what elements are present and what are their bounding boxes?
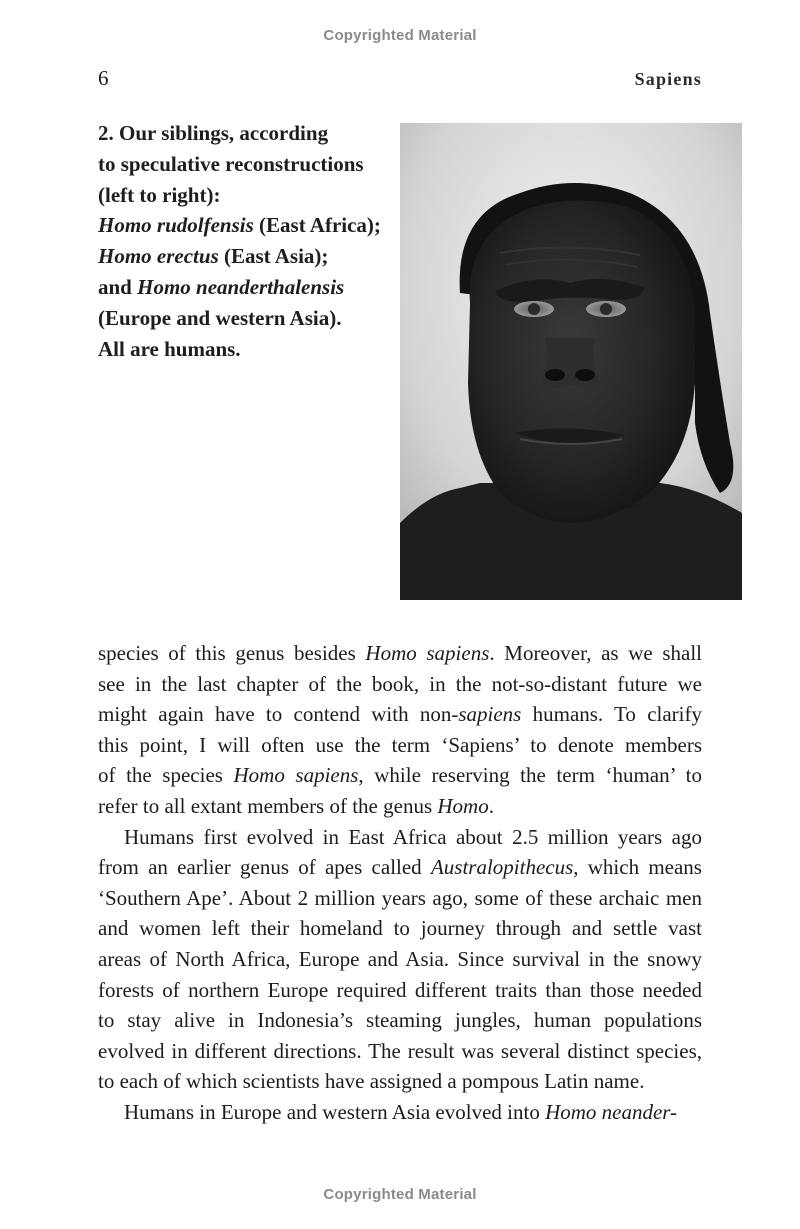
text-run: refer to all extant members of the genus: [98, 793, 438, 818]
text-line: and women left their homeland to journey through and settle vast: [98, 916, 702, 941]
species-name: Homo neanderthalensis: [137, 274, 345, 299]
text-line: this point, I will often use the term ‘Sapiens’ to denote members: [98, 732, 702, 757]
caption-text: and: [98, 274, 138, 299]
text-line: forests of northern Europe required different traits than those needed: [98, 977, 702, 1002]
text-line: [98, 1097, 702, 1128]
body-text: [98, 638, 702, 1128]
copyright-watermark-bottom: Copyrighted Material: [323, 1186, 477, 1203]
caption-line: to speculative reconstructions: [98, 151, 364, 176]
text-line: [98, 638, 702, 669]
page-number: 6: [98, 66, 109, 90]
text-line: Humans first evolved in East Africa about 2.5 million years ago: [124, 824, 702, 849]
text-run: , while reserving the term ‘human’ to: [358, 763, 702, 788]
caption-line: [98, 210, 393, 241]
text-run: might again have to contend with non-: [98, 702, 459, 727]
text-line: ‘Southern Ape’. About 2 million years ago, some of these archaic men: [98, 885, 702, 910]
caption-line: [98, 272, 393, 303]
text-line: evolved in different directions. The result was several distinct species,: [98, 1038, 702, 1063]
text-run: , which means: [573, 855, 702, 880]
text-run: Humans in Europe and western Asia evolved into: [124, 1099, 546, 1124]
hominin-portrait-illustration: [400, 123, 742, 600]
species-name: Homo erectus: [98, 244, 219, 269]
copyright-watermark-top: Copyrighted Material: [323, 27, 477, 44]
italic-term: Australopithecus: [430, 855, 574, 880]
running-head: Sapiens: [634, 69, 702, 89]
text-line: [98, 760, 702, 791]
reconstruction-photo: [400, 123, 742, 600]
caption-line: (left to right):: [98, 182, 221, 207]
italic-term: Homo sapiens: [233, 763, 359, 788]
text-run: humans. To clarify: [521, 702, 702, 727]
figure-caption: [98, 118, 393, 364]
text-run: .: [488, 793, 494, 818]
text-line: areas of North Africa, Europe and Asia. Since survival in the snowy: [98, 946, 702, 971]
caption-text: (East Asia);: [218, 244, 329, 269]
caption-line: All are humans.: [98, 336, 241, 361]
text-line: [98, 852, 702, 883]
italic-term: sapiens: [458, 702, 522, 727]
caption-line: [98, 241, 393, 272]
text-run: of the species: [98, 763, 234, 788]
text-run: species of this genus besides: [98, 641, 366, 665]
caption-text: (East Africa);: [253, 213, 381, 238]
text-line: to each of which scientists have assigned a pompous Latin name.: [98, 1069, 645, 1094]
text-line: [98, 791, 702, 822]
text-line: to stay alive in Indonesia’s steaming jungles, human populations: [98, 1008, 702, 1033]
italic-term: Homo: [437, 793, 489, 818]
italic-term: Homo sapiens: [365, 641, 490, 665]
italic-term: Homo neander-: [545, 1099, 678, 1124]
text-run: . Moreover, as we shall: [489, 641, 702, 665]
text-line: [98, 699, 702, 730]
text-line: see in the last chapter of the book, in the not-so-distant future we: [98, 671, 702, 696]
caption-line: (Europe and western Asia).: [98, 305, 342, 330]
caption-line: 2. Our siblings, according: [98, 121, 329, 145]
species-name: Homo rudolfensis: [98, 213, 254, 238]
text-run: from an earlier genus of apes called: [98, 855, 431, 880]
